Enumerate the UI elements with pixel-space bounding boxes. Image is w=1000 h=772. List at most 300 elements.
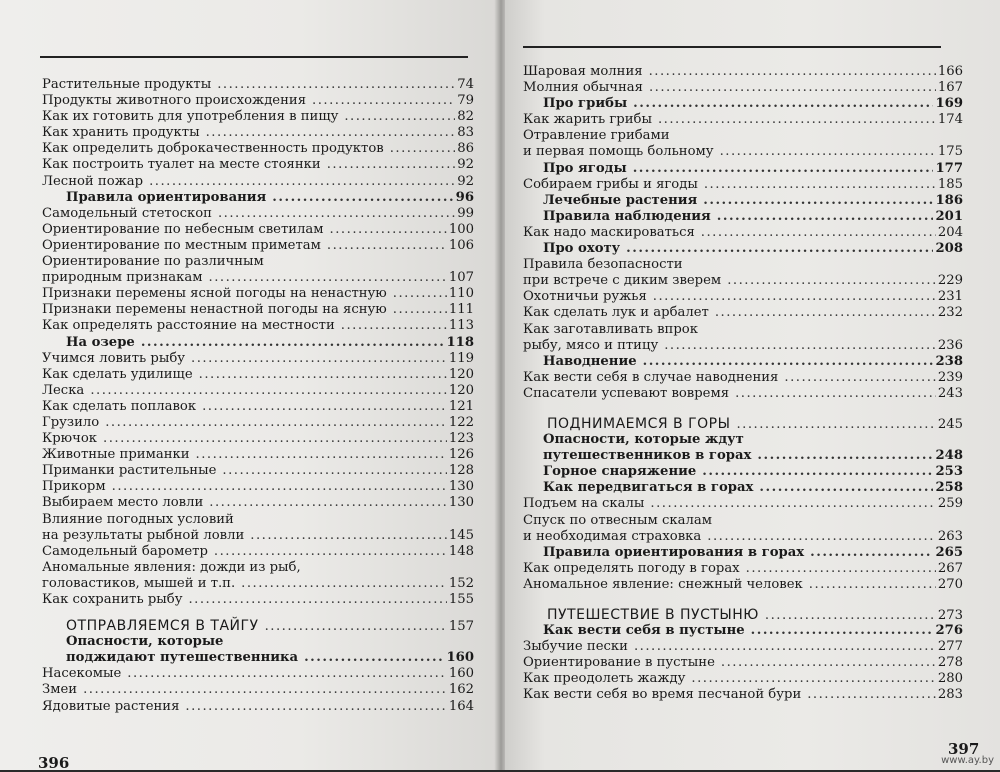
entry-page-number: 232 bbox=[937, 305, 963, 321]
entry-title: Лесной пожар bbox=[42, 173, 144, 189]
dot-leader bbox=[327, 238, 447, 254]
dot-leader bbox=[736, 417, 935, 433]
dot-leader bbox=[715, 305, 936, 321]
entry-title: Как надо маскироваться bbox=[523, 224, 695, 240]
entry-title: Как жарить грибы bbox=[523, 112, 652, 128]
entry-page-number: 128 bbox=[448, 463, 474, 479]
entry-title: Ядовитые растения bbox=[42, 698, 180, 714]
dot-leader bbox=[735, 386, 936, 402]
entry-page-number: 92 bbox=[457, 173, 474, 189]
entry-title: и необходимая страховка bbox=[523, 528, 702, 544]
entry-title: Отравление грибами bbox=[523, 128, 670, 144]
toc-entry bbox=[42, 286, 474, 302]
entry-page-number: 120 bbox=[448, 382, 474, 398]
toc-entry bbox=[523, 577, 963, 593]
entry-page-number: 83 bbox=[457, 125, 474, 141]
entry-title: Наводнение bbox=[543, 353, 637, 369]
dot-leader bbox=[149, 174, 455, 190]
toc-entry bbox=[42, 544, 474, 560]
entry-title: Охотничьи ружья bbox=[523, 289, 647, 305]
toc-entry bbox=[42, 463, 474, 479]
toc-entry bbox=[523, 128, 963, 144]
right-page bbox=[505, 0, 1000, 770]
entry-title: Молния обычная bbox=[523, 80, 643, 96]
watermark: www.ay.by bbox=[941, 755, 994, 766]
entry-page-number: 119 bbox=[448, 350, 474, 366]
entry-title: Как хранить продукты bbox=[42, 125, 200, 141]
toc-subheading bbox=[523, 161, 963, 177]
toc-subheading bbox=[523, 623, 963, 639]
entry-title: Про охоту bbox=[543, 241, 621, 257]
toc-subheading bbox=[523, 193, 963, 209]
toc-entry bbox=[42, 318, 474, 334]
entry-title: путешественников в горах bbox=[543, 448, 752, 464]
entry-page-number: 280 bbox=[937, 671, 963, 687]
section-gap bbox=[42, 608, 474, 618]
toc-entry bbox=[523, 513, 963, 529]
entry-page-number: 120 bbox=[448, 366, 474, 382]
toc-entry bbox=[42, 254, 474, 270]
entry-page-number: 100 bbox=[448, 221, 474, 237]
entry-title: ПОДНИМАЕМСЯ В ГОРЫ bbox=[547, 415, 731, 432]
toc-subheading bbox=[42, 650, 474, 666]
dot-leader bbox=[809, 577, 936, 593]
entry-title: Ориентирование по местным приметам bbox=[42, 237, 321, 253]
dot-leader bbox=[703, 193, 933, 209]
entry-title: Аномальные явления: дожди из рыб, bbox=[42, 559, 301, 575]
dot-leader bbox=[141, 335, 445, 351]
toc-subheading bbox=[523, 96, 963, 112]
entry-page-number: 152 bbox=[448, 575, 474, 591]
dot-leader bbox=[717, 209, 934, 225]
dot-leader bbox=[105, 415, 447, 431]
toc-entry bbox=[42, 302, 474, 318]
top-rule bbox=[40, 56, 468, 58]
entry-title: Животные приманки bbox=[42, 447, 190, 463]
entry-title: Продукты животного происхождения bbox=[42, 93, 307, 109]
section-gap bbox=[523, 402, 963, 416]
entry-page-number: 145 bbox=[448, 527, 474, 543]
entry-page-number: 86 bbox=[457, 141, 474, 157]
entry-page-number: 123 bbox=[448, 431, 474, 447]
entry-title: Грузило bbox=[42, 414, 100, 430]
dot-leader bbox=[393, 302, 447, 318]
entry-title: Ориентирование по небесным светилам bbox=[42, 221, 324, 237]
entry-title: Опасности, которые bbox=[66, 634, 224, 650]
entry-page-number: 276 bbox=[935, 623, 963, 639]
entry-page-number: 253 bbox=[935, 464, 963, 480]
toc-entry bbox=[42, 222, 474, 238]
entry-title: Насекомые bbox=[42, 666, 122, 682]
toc-entry bbox=[42, 479, 474, 495]
entry-title: Правила наблюдения bbox=[543, 208, 711, 224]
entry-title: Зыбучие пески bbox=[523, 639, 628, 655]
entry-title: Как вести себя во время песчаной бури bbox=[523, 687, 802, 703]
table-of-contents-right bbox=[523, 64, 963, 704]
dot-leader bbox=[650, 496, 935, 512]
entry-title: Самодельный барометр bbox=[42, 543, 208, 559]
entry-page-number: 74 bbox=[457, 77, 474, 92]
entry-title: Как определить доброкачественность продуктов bbox=[42, 141, 384, 157]
entry-title: Спасатели успевают вовремя bbox=[523, 385, 730, 401]
toc-entry bbox=[42, 415, 474, 431]
toc-entry bbox=[42, 576, 474, 592]
dot-leader bbox=[720, 144, 936, 160]
entry-page-number: 175 bbox=[937, 144, 963, 160]
entry-page-number: 283 bbox=[937, 687, 963, 703]
entry-title: Учимся ловить рыбу bbox=[42, 350, 186, 366]
entry-title: Приманки растительные bbox=[42, 463, 217, 479]
entry-page-number: 259 bbox=[937, 496, 963, 512]
dot-leader bbox=[206, 125, 456, 141]
toc-entry bbox=[42, 383, 474, 399]
toc-subheading bbox=[523, 432, 963, 448]
toc-entry bbox=[42, 431, 474, 447]
toc-entry bbox=[42, 109, 474, 125]
toc-entry bbox=[523, 655, 963, 671]
entry-title: Подъем на скалы bbox=[523, 496, 645, 512]
toc-subheading bbox=[42, 335, 474, 351]
entry-title: Как заготавливать впрок bbox=[523, 321, 698, 337]
toc-entry bbox=[42, 141, 474, 157]
toc-entry bbox=[42, 699, 474, 715]
dot-leader bbox=[83, 682, 447, 698]
dot-leader bbox=[649, 80, 936, 96]
entry-title: Лечебные растения bbox=[543, 192, 698, 208]
toc-entry bbox=[42, 682, 474, 698]
entry-title: Как преодолеть жажду bbox=[523, 671, 686, 687]
entry-page-number: 186 bbox=[935, 192, 963, 208]
entry-page-number: 169 bbox=[935, 96, 963, 112]
entry-title: Змеи bbox=[42, 682, 78, 698]
toc-subheading bbox=[523, 545, 963, 561]
toc-section-heading bbox=[523, 416, 963, 432]
toc-entry bbox=[42, 560, 474, 576]
toc-section-heading bbox=[523, 607, 963, 623]
toc-entry bbox=[523, 225, 963, 241]
entry-title: Как вести себя в пустыне bbox=[543, 623, 745, 639]
toc-entry bbox=[523, 370, 963, 386]
entry-page-number: 160 bbox=[448, 666, 474, 682]
toc-entry bbox=[523, 529, 963, 545]
dot-leader bbox=[664, 338, 936, 354]
toc-entry bbox=[42, 666, 474, 682]
dot-leader bbox=[721, 655, 936, 671]
entry-page-number: 263 bbox=[937, 528, 963, 544]
section-gap bbox=[523, 593, 963, 607]
entry-page-number: 157 bbox=[448, 619, 474, 635]
entry-title: Собираем грибы и ягоды bbox=[523, 176, 698, 192]
entry-page-number: 155 bbox=[448, 592, 474, 607]
toc-subheading bbox=[42, 190, 474, 206]
dot-leader bbox=[344, 109, 455, 125]
dot-leader bbox=[185, 699, 446, 715]
toc-entry bbox=[523, 671, 963, 687]
dot-leader bbox=[265, 619, 447, 635]
entry-page-number: 113 bbox=[448, 318, 474, 334]
dot-leader bbox=[633, 96, 933, 112]
entry-title: Шаровая молния bbox=[523, 64, 643, 79]
entry-title: На озере bbox=[66, 334, 135, 350]
toc-entry bbox=[42, 512, 474, 528]
dot-leader bbox=[112, 479, 447, 495]
dot-leader bbox=[103, 431, 447, 447]
entry-title: Леска bbox=[42, 382, 85, 398]
entry-title: Растительные продукты bbox=[42, 77, 212, 92]
toc-subheading bbox=[523, 448, 963, 464]
entry-page-number: 204 bbox=[937, 224, 963, 240]
dot-leader bbox=[304, 650, 444, 666]
entry-title: Аномальное явление: снежный человек bbox=[523, 576, 803, 592]
entry-page-number: 236 bbox=[937, 337, 963, 353]
entry-page-number: 82 bbox=[457, 109, 474, 125]
entry-page-number: 148 bbox=[448, 543, 474, 559]
dot-leader bbox=[807, 687, 936, 703]
dot-leader bbox=[250, 528, 447, 544]
toc-entry bbox=[523, 257, 963, 273]
entry-title: Как сохранить рыбу bbox=[42, 592, 183, 607]
dot-leader bbox=[751, 623, 934, 639]
entry-title: ПУТЕШЕСТВИЕ В ПУСТЫНЮ bbox=[547, 607, 759, 623]
toc-subheading bbox=[523, 354, 963, 370]
toc-entry bbox=[42, 528, 474, 544]
entry-page-number: 79 bbox=[457, 93, 474, 109]
dot-leader bbox=[272, 190, 453, 206]
entry-title: при встрече с диким зверем bbox=[523, 273, 722, 289]
dot-leader bbox=[218, 206, 455, 222]
entry-title: Как определять погоду в горах bbox=[523, 560, 740, 576]
entry-page-number: 118 bbox=[446, 334, 474, 350]
entry-page-number: 278 bbox=[937, 655, 963, 671]
entry-title: поджидают путешественника bbox=[66, 650, 299, 666]
entry-page-number: 265 bbox=[935, 544, 963, 560]
entry-page-number: 106 bbox=[448, 237, 474, 253]
toc-entry bbox=[523, 687, 963, 703]
toc-entry bbox=[42, 351, 474, 367]
entry-title: Признаки перемены ненастной погоды на ясную bbox=[42, 302, 387, 318]
dot-leader bbox=[746, 561, 936, 577]
entry-page-number: 121 bbox=[448, 398, 474, 414]
entry-title: Как их готовить для употребления в пищу bbox=[42, 109, 339, 125]
dot-leader bbox=[90, 383, 447, 399]
page-number-left: 396 bbox=[38, 754, 70, 772]
entry-page-number: 258 bbox=[935, 480, 963, 496]
entry-title: Ориентирование в пустыне bbox=[523, 655, 715, 671]
entry-page-number: 167 bbox=[937, 80, 963, 96]
entry-title: Влияние погодных условий bbox=[42, 511, 234, 527]
entry-title: Как определять расстояние на местности bbox=[42, 318, 335, 334]
dot-leader bbox=[633, 161, 934, 177]
dot-leader bbox=[209, 495, 447, 511]
toc-subheading bbox=[523, 241, 963, 257]
entry-title: Ориентирование по различным bbox=[42, 254, 264, 270]
entry-title: на результаты рыбной ловли bbox=[42, 527, 245, 543]
toc-entry bbox=[523, 273, 963, 289]
dot-leader bbox=[649, 64, 936, 80]
toc-entry bbox=[523, 177, 963, 193]
toc-subheading bbox=[523, 209, 963, 225]
entry-title: Признаки перемены ясной погоды на ненастную bbox=[42, 286, 387, 302]
entry-page-number: 111 bbox=[448, 302, 474, 318]
entry-title: Правила ориентирования bbox=[66, 189, 267, 205]
entry-page-number: 174 bbox=[937, 112, 963, 128]
top-rule bbox=[523, 46, 941, 48]
entry-page-number: 130 bbox=[448, 495, 474, 511]
entry-page-number: 162 bbox=[448, 682, 474, 698]
entry-page-number: 243 bbox=[937, 385, 963, 401]
entry-page-number: 126 bbox=[448, 447, 474, 463]
toc-entry bbox=[523, 144, 963, 160]
dot-leader bbox=[241, 576, 447, 592]
toc-subheading bbox=[42, 634, 474, 650]
toc-entry bbox=[42, 157, 474, 173]
dot-leader bbox=[691, 671, 935, 687]
dot-leader bbox=[196, 447, 447, 463]
entry-page-number: 248 bbox=[935, 448, 963, 464]
dot-leader bbox=[643, 354, 934, 370]
entry-title: Самодельный стетоскоп bbox=[42, 205, 212, 221]
toc-entry bbox=[42, 367, 474, 383]
entry-page-number: 166 bbox=[937, 64, 963, 79]
dot-leader bbox=[759, 480, 933, 496]
table-of-contents-left bbox=[42, 77, 474, 715]
entry-page-number: 96 bbox=[455, 189, 474, 205]
entry-title: ОТПРАВЛЯЕМСЯ В ТАЙГУ bbox=[66, 618, 259, 635]
toc-entry bbox=[523, 386, 963, 402]
toc-section-heading bbox=[42, 618, 474, 634]
dot-leader bbox=[810, 545, 933, 561]
entry-page-number: 201 bbox=[935, 208, 963, 224]
entry-page-number: 239 bbox=[937, 369, 963, 385]
entry-page-number: 267 bbox=[937, 560, 963, 576]
dot-leader bbox=[341, 318, 447, 334]
dot-leader bbox=[214, 544, 447, 560]
toc-entry bbox=[523, 338, 963, 354]
entry-title: головастиков, мышей и т.п. bbox=[42, 575, 236, 591]
entry-page-number: 208 bbox=[935, 241, 963, 257]
entry-page-number: 92 bbox=[457, 157, 474, 173]
dot-leader bbox=[727, 273, 936, 289]
toc-entry bbox=[42, 270, 474, 286]
entry-title: Про грибы bbox=[543, 96, 628, 112]
dot-leader bbox=[191, 351, 447, 367]
entry-page-number: 229 bbox=[937, 273, 963, 289]
entry-title: Прикорм bbox=[42, 479, 106, 495]
entry-title: Правила ориентирования в горах bbox=[543, 544, 805, 560]
toc-entry bbox=[523, 112, 963, 128]
dot-leader bbox=[312, 93, 455, 109]
entry-page-number: 107 bbox=[448, 270, 474, 286]
dot-leader bbox=[784, 370, 935, 386]
dot-leader bbox=[653, 289, 936, 305]
dot-leader bbox=[765, 608, 936, 624]
entry-page-number: 245 bbox=[937, 416, 963, 432]
toc-entry bbox=[42, 174, 474, 190]
entry-title: Как построить туалет на месте стоянки bbox=[42, 157, 321, 173]
toc-entry bbox=[42, 206, 474, 222]
entry-page-number: 270 bbox=[937, 576, 963, 592]
entry-title: Как вести себя в случае наводнения bbox=[523, 369, 779, 385]
entry-title: Правила безопасности bbox=[523, 257, 683, 273]
entry-title: Опасности, которые ждут bbox=[543, 432, 744, 448]
toc-entry bbox=[42, 447, 474, 463]
entry-page-number: 238 bbox=[935, 353, 963, 369]
entry-page-number: 277 bbox=[937, 639, 963, 655]
dot-leader bbox=[327, 157, 456, 173]
toc-entry bbox=[42, 238, 474, 254]
toc-entry bbox=[523, 322, 963, 338]
toc-entry bbox=[523, 305, 963, 321]
entry-title: Как сделать удилище bbox=[42, 366, 193, 382]
dot-leader bbox=[704, 177, 936, 193]
entry-title: рыбу, мясо и птицу bbox=[523, 337, 659, 353]
toc-entry bbox=[42, 77, 474, 93]
page-number-right: 397 bbox=[948, 740, 980, 758]
entry-page-number: 160 bbox=[446, 650, 474, 666]
dot-leader bbox=[390, 141, 456, 157]
entry-title: Крючок bbox=[42, 431, 98, 447]
dot-leader bbox=[658, 112, 936, 128]
entry-page-number: 231 bbox=[937, 289, 963, 305]
entry-page-number: 185 bbox=[937, 176, 963, 192]
toc-entry bbox=[42, 592, 474, 608]
dot-leader bbox=[634, 639, 936, 655]
toc-entry bbox=[523, 561, 963, 577]
entry-page-number: 164 bbox=[448, 698, 474, 714]
toc-entry bbox=[523, 64, 963, 80]
entry-title: Спуск по отвесным скалам bbox=[523, 512, 712, 528]
toc-entry bbox=[523, 289, 963, 305]
toc-entry bbox=[523, 639, 963, 655]
dot-leader bbox=[626, 241, 933, 257]
dot-leader bbox=[707, 529, 936, 545]
dot-leader bbox=[217, 77, 455, 93]
dot-leader bbox=[757, 448, 933, 464]
entry-page-number: 177 bbox=[935, 160, 963, 176]
entry-page-number: 110 bbox=[448, 286, 474, 302]
dot-leader bbox=[202, 399, 447, 415]
dot-leader bbox=[199, 367, 447, 383]
entry-title: и первая помощь больному bbox=[523, 144, 714, 160]
toc-entry bbox=[523, 496, 963, 512]
dot-leader bbox=[330, 222, 447, 238]
dot-leader bbox=[188, 592, 446, 608]
dot-leader bbox=[209, 270, 447, 286]
toc-subheading bbox=[523, 480, 963, 496]
entry-title: природным признакам bbox=[42, 270, 203, 286]
entry-title: Как сделать поплавок bbox=[42, 398, 197, 414]
entry-page-number: 99 bbox=[457, 205, 474, 221]
toc-entry bbox=[42, 399, 474, 415]
left-page bbox=[0, 0, 500, 770]
dot-leader bbox=[702, 464, 933, 480]
toc-entry bbox=[42, 125, 474, 141]
entry-title: Как передвигаться в горах bbox=[543, 480, 754, 496]
dot-leader bbox=[393, 286, 447, 302]
toc-entry bbox=[523, 80, 963, 96]
dot-leader bbox=[222, 463, 446, 479]
entry-title: Горное снаряжение bbox=[543, 464, 697, 480]
entry-page-number: 273 bbox=[937, 608, 963, 623]
toc-entry bbox=[42, 495, 474, 511]
entry-page-number: 130 bbox=[448, 479, 474, 495]
dot-leader bbox=[701, 225, 936, 241]
dot-leader bbox=[127, 666, 447, 682]
entry-title: Как сделать лук и арбалет bbox=[523, 305, 709, 321]
entry-title: Про ягоды bbox=[543, 160, 627, 176]
entry-page-number: 122 bbox=[448, 414, 474, 430]
toc-entry bbox=[42, 93, 474, 109]
